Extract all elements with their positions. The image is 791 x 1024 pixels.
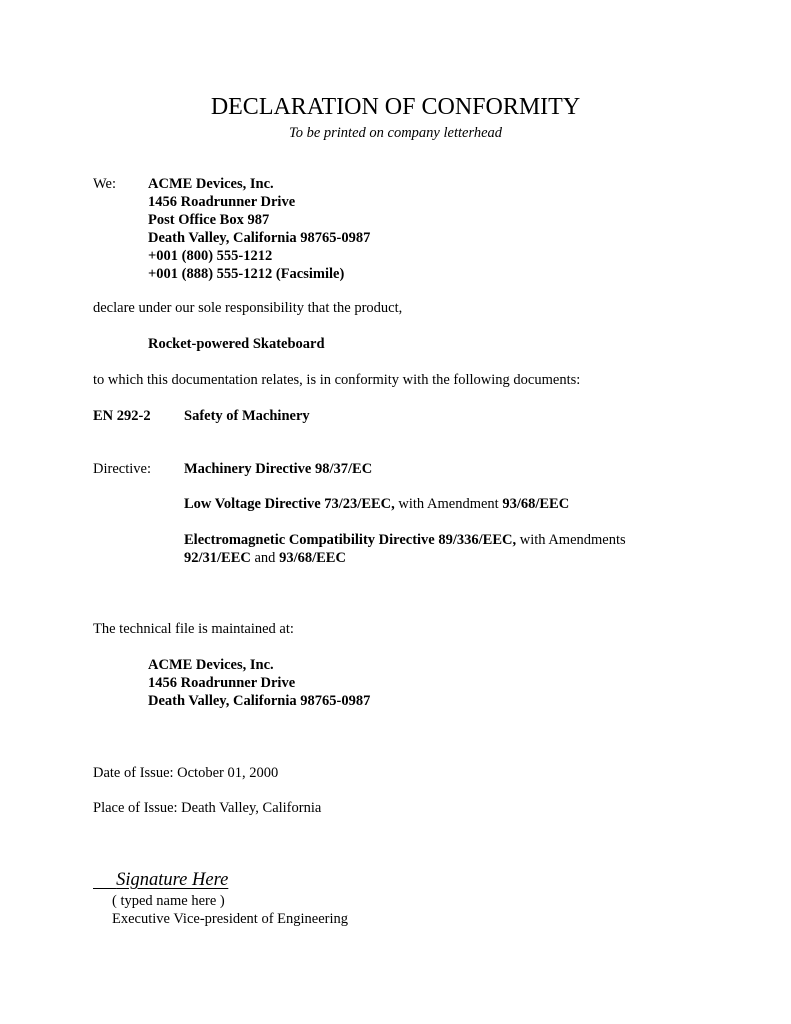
technical-file-line: Death Valley, California 98765-0987 (148, 693, 371, 709)
manufacturer-line: Post Office Box 987 (148, 212, 270, 228)
signatory-position: Executive Vice-president of Engineering (112, 911, 349, 927)
technical-file-line: ACME Devices, Inc. (148, 657, 274, 673)
declare-statement: declare under our sole responsibility that the product, (93, 300, 403, 316)
document-subtitle: To be printed on company letterhead (288, 125, 503, 141)
standard-name: Safety of Machinery (184, 408, 310, 424)
technical-file-address (148, 656, 370, 710)
low-voltage-with-text: with Amendment (394, 496, 503, 512)
signature-value: Signature Here (116, 870, 229, 890)
emc-amendment-1: 92/31/EEC (184, 550, 251, 566)
product-name: Rocket-powered Skateboard (148, 336, 325, 352)
technical-file-line: 1456 Roadrunner Drive (148, 675, 296, 691)
standard-code: EN 292-2 (93, 408, 151, 424)
manufacturer-line: Death Valley, California 98765-0987 (148, 230, 371, 246)
manufacturer-line: +001 (888) 555-1212 (Facsimile) (148, 266, 345, 282)
document-title: DECLARATION OF CONFORMITY (210, 94, 581, 120)
technical-file-label: The technical file is maintained at: (93, 621, 294, 637)
signature-text (93, 870, 228, 890)
emc-directive-name: Electromagnetic Compatibility Directive 89/336/EEC, (184, 532, 517, 548)
emc-directive (184, 531, 626, 549)
date-of-issue: Date of Issue: October 01, 2000 (93, 765, 279, 781)
place-of-issue: Place of Issue: Death Valley, California (93, 800, 322, 816)
manufacturer-line: ACME Devices, Inc. (148, 176, 274, 192)
emc-amendments (184, 549, 346, 567)
low-voltage-directive (184, 495, 569, 513)
emc-and-text: and (250, 550, 280, 566)
emc-with-text: with Amendments (516, 532, 626, 548)
emc-amendment-2: 93/68/EEC (279, 550, 346, 566)
manufacturer-line: 1456 Roadrunner Drive (148, 194, 296, 210)
typed-name: ( typed name here ) (112, 893, 225, 909)
low-voltage-amendment: 93/68/EEC (502, 496, 570, 512)
low-voltage-directive-name: Low Voltage Directive 73/23/EEC, (184, 496, 395, 512)
manufacturer-label: We: (93, 176, 116, 192)
signature-line (93, 869, 228, 891)
manufacturer-line: +001 (800) 555-1212 (148, 248, 273, 264)
directive-label: Directive: (93, 461, 151, 477)
conformity-statement: to which this documentation relates, is in conformity with the following documents: (93, 372, 581, 388)
machinery-directive: Machinery Directive 98/37/EC (184, 461, 373, 477)
manufacturer-address (148, 175, 370, 283)
